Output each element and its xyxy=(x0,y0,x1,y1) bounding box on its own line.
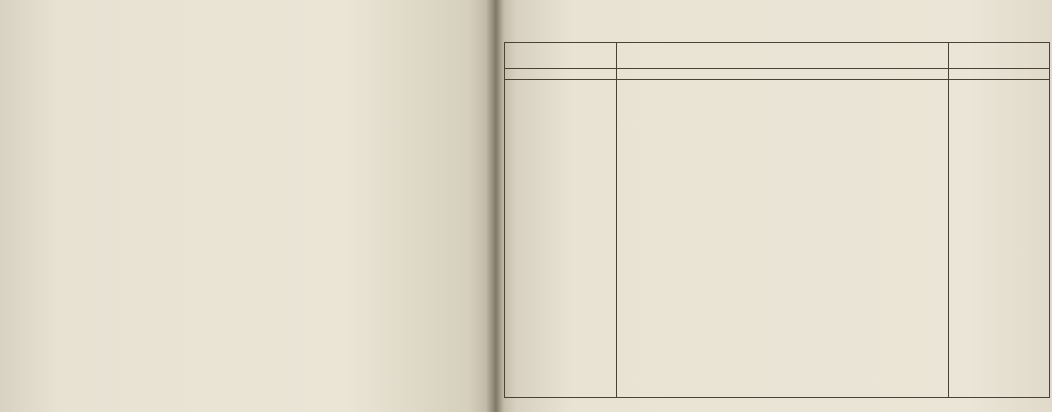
directions-table xyxy=(504,42,1050,398)
left-page-index xyxy=(0,0,494,412)
book-gutter xyxy=(486,0,504,412)
right-page-table xyxy=(494,0,1052,412)
